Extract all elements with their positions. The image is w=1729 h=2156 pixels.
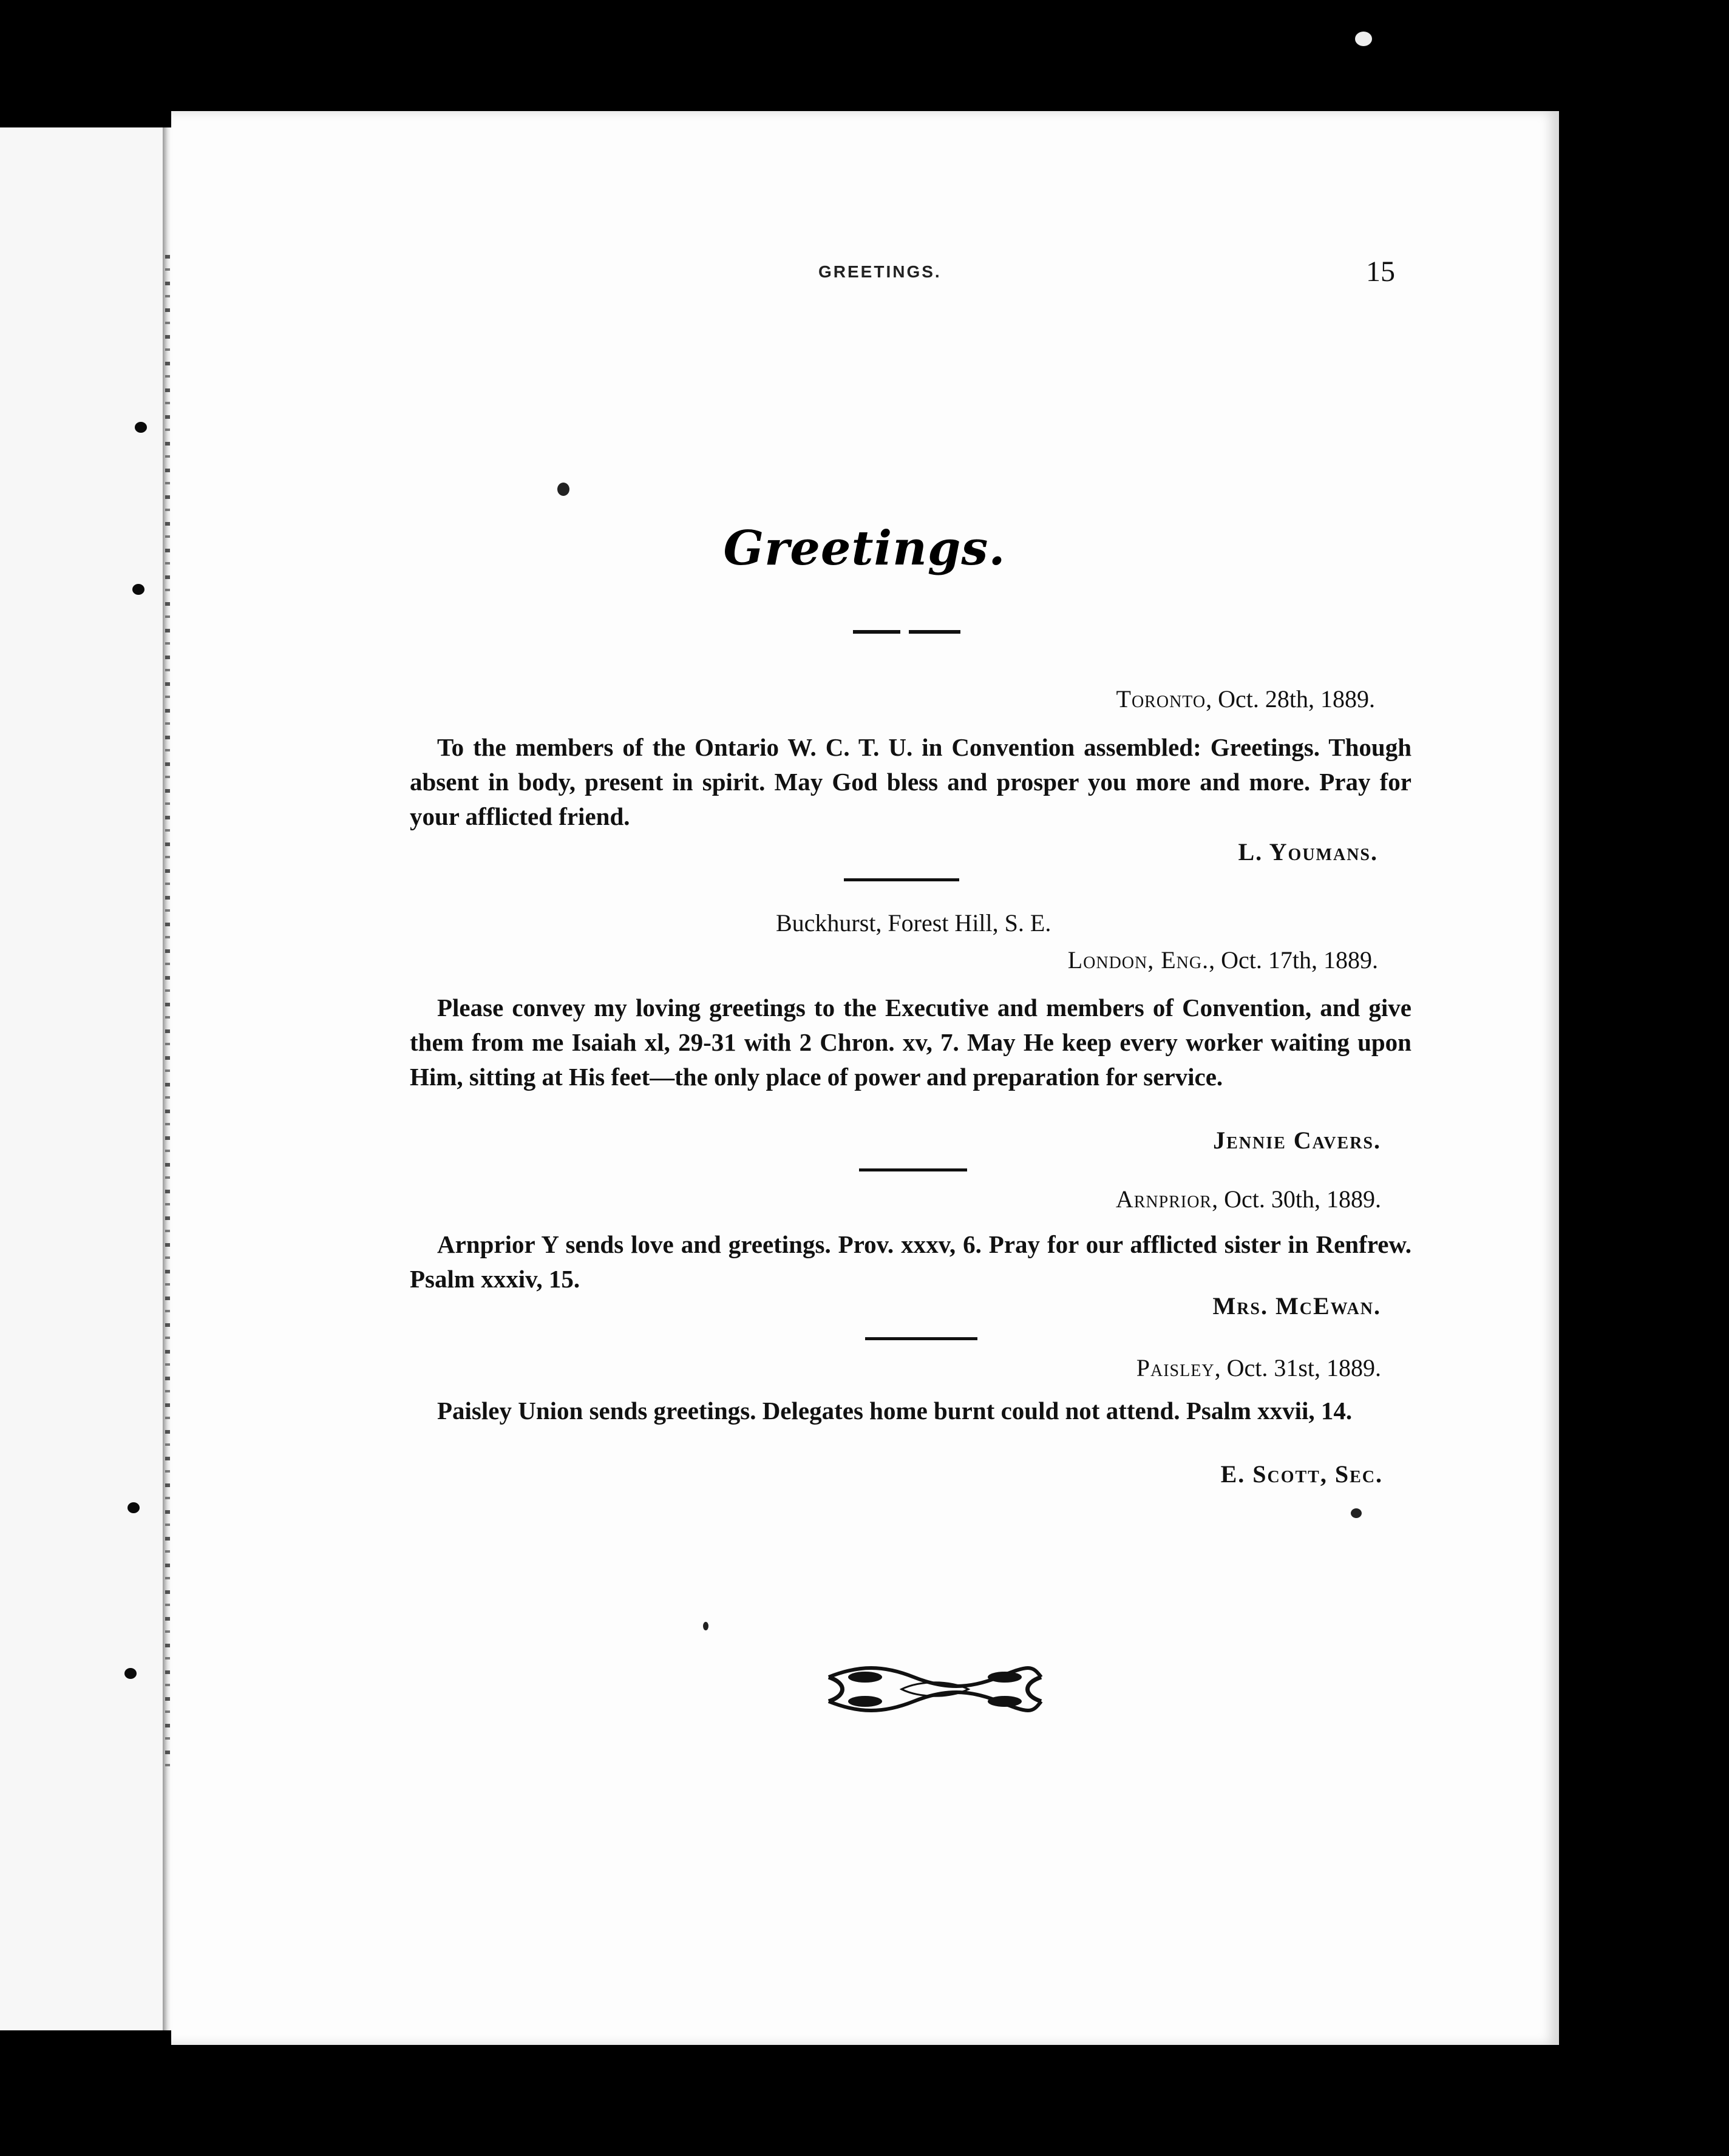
- ink-speck: [703, 1622, 708, 1630]
- ornament-tailpiece: [823, 1662, 1047, 1717]
- ink-speck: [1351, 1508, 1362, 1518]
- ink-speck: [1355, 32, 1372, 46]
- date-text: , Oct. 17th, 1889.: [1209, 946, 1378, 974]
- date-text: , Oct. 28th, 1889.: [1206, 685, 1375, 713]
- binding-hole: [132, 584, 144, 595]
- letter-dateline: [1116, 1185, 1381, 1213]
- letter-signature: Jennie Cavers.: [1213, 1127, 1381, 1154]
- binding-hole: [124, 1668, 137, 1679]
- letter-dateline: [1068, 946, 1378, 974]
- letter-dateline: [1136, 1354, 1381, 1382]
- place-name: Paisley: [1136, 1354, 1215, 1381]
- letter-signature: E. Scott, Sec.: [1220, 1460, 1383, 1488]
- section-divider: [859, 1168, 967, 1171]
- page-number: 15: [1366, 256, 1395, 288]
- place-name: London, Eng.: [1067, 946, 1209, 974]
- date-text: , Oct. 31st, 1889.: [1214, 1354, 1381, 1381]
- running-head: GREETINGS.: [818, 262, 942, 281]
- binding-hole: [127, 1502, 140, 1513]
- letter-dateline: [1116, 685, 1375, 713]
- letter-body: Arnprior Y sends love and greetings. Prov. xxxv, 6. Pray for our afflicted sister in Renfrew. Psalm xxxiv, 15.: [410, 1230, 1411, 1293]
- section-divider: [844, 878, 959, 881]
- letter-body: Paisley Union sends greetings. Delegates home burnt could not attend. Psalm xxvii, 14.: [437, 1397, 1353, 1425]
- date-text: , Oct. 30th, 1889.: [1212, 1185, 1381, 1213]
- spine-binding-marks: [165, 255, 170, 1772]
- ink-speck: [557, 483, 569, 496]
- letter-address: Buckhurst, Forest Hill, S. E.: [776, 909, 1051, 937]
- title-rule: [853, 630, 900, 634]
- title-rule: [909, 630, 960, 634]
- binding-hole: [135, 422, 147, 433]
- letter-signature: L. Youmans.: [1238, 838, 1378, 866]
- page-title: Greetings.: [723, 521, 1006, 576]
- facing-page-edge: [0, 127, 169, 2030]
- place-name: Toronto: [1116, 685, 1206, 713]
- place-name: Arnprior: [1115, 1185, 1212, 1213]
- section-divider: [865, 1337, 977, 1340]
- letter-body: To the members of the Ontario W. C. T. U. in Convention assembled: Greetings. Though absent in body, present in spirit. May God bless and prosper you more and more. Pray for your afflicted friend.: [410, 733, 1411, 830]
- letter-signature: Mrs. McEwan.: [1212, 1292, 1381, 1320]
- letter-body: Please convey my loving greetings to the Executive and members of Convention, and give them from me Isaiah xl, 29-31 with 2 Chron. xv, 7. May He keep every worker waiting upon Him, sitting at His feet—the only place of power and preparation for service.: [410, 994, 1411, 1091]
